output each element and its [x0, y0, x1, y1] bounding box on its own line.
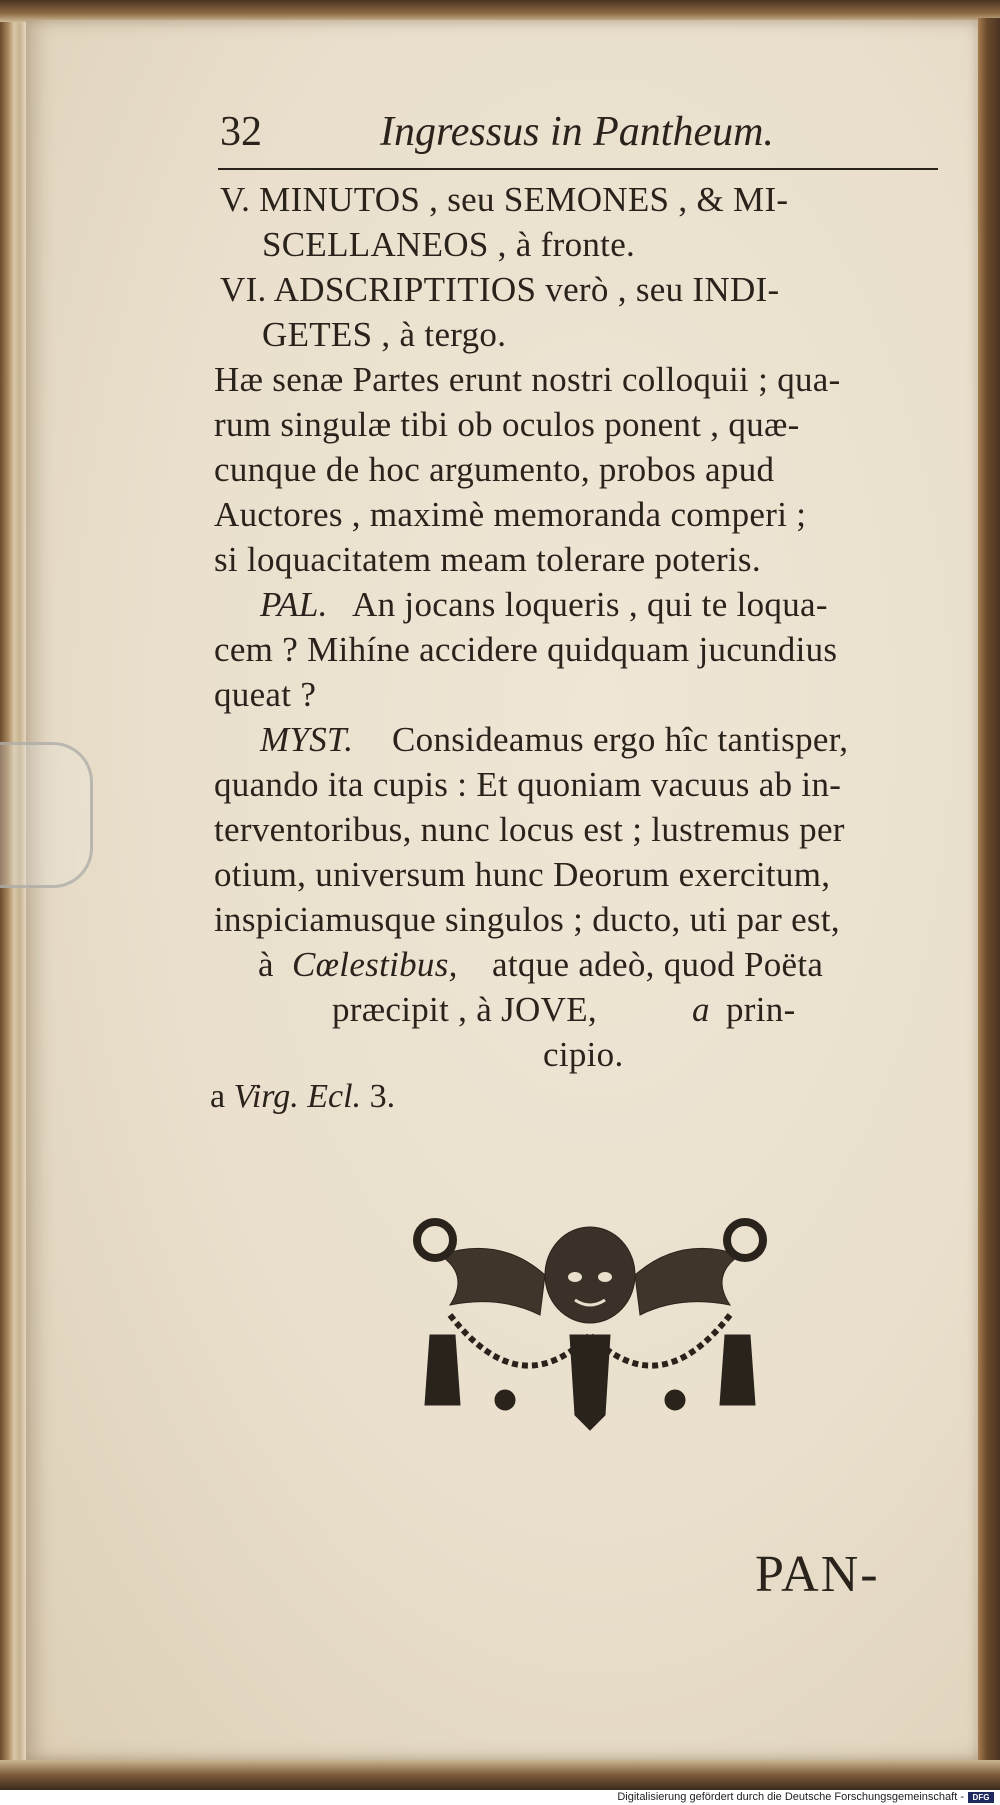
footnote — [210, 1078, 395, 1116]
text-line: quando ita cupis : Et quoniam vacuus ab in- — [214, 765, 842, 804]
top-page-edge — [0, 0, 1000, 22]
text-line: cem ? Mihíne accidere quidquam jucundius — [214, 630, 838, 669]
text-line: inspiciamusque singulos ; ducto, uti par est, — [214, 900, 840, 939]
text-line: si loquacitatem meam tolerare poteris. — [214, 540, 761, 579]
text-line: An jocans loqueris , qui te loqua- — [352, 585, 828, 624]
text-line: Auctores , maximè memoranda comperi ; — [214, 495, 807, 534]
credit-text: Digitalisierung gefördert durch die Deutsche Forschungsgemeinschaft - — [617, 1791, 964, 1803]
text-line: queat ? — [214, 675, 317, 714]
dfg-logo: DFG — [968, 1792, 994, 1803]
text-prefix: à — [258, 945, 274, 984]
footnote-num: 3. — [369, 1078, 396, 1115]
speaker-pal: PAL. — [260, 585, 328, 624]
page-number: 32 — [220, 109, 262, 155]
footnote-ref: Virg. Ecl. — [233, 1078, 362, 1115]
text-line: atque adeò, quod Poëta — [492, 945, 824, 984]
digitization-credit — [0, 1790, 1000, 1805]
page-holder-clip — [0, 742, 93, 888]
text-line: SCELLANEOS , à fronte. — [262, 225, 636, 264]
caelestibus-word: Cœlestibus, — [292, 945, 458, 984]
text-line: V. MINUTOS , seu SEMONES , & MI- — [220, 180, 789, 219]
text-line: otium, universum hunc Deorum exercitum, — [214, 855, 831, 894]
text-line: VI. ADSCRIPTITIOS verò , seu INDI- — [220, 270, 780, 309]
text-line: cunque de hoc argumento, probos apud — [214, 450, 775, 489]
text-line: terventoribus, nunc locus est ; lustremus per — [214, 810, 845, 849]
running-title: Ingressus in Pantheum. — [380, 109, 774, 155]
text-line: præcipit , à JOVE, — [332, 990, 597, 1029]
text-line: Considеamus ergo hîc tantisper, — [392, 720, 849, 759]
text-line: Hæ senæ Partes erunt nostri colloquii ; qua- — [214, 360, 841, 399]
text-line: rum singulæ tibi ob oculos ponent , quæ- — [214, 405, 800, 444]
catchword: PAN- — [755, 1546, 880, 1603]
bottom-page-edge — [0, 1760, 1000, 1790]
cherub-ornament-icon — [410, 1205, 770, 1445]
text-line: GETES , à tergo. — [262, 315, 507, 354]
speaker-myst: MYST. — [260, 720, 354, 759]
right-page-edge — [978, 18, 1000, 1763]
footnote-mark: a — [210, 1078, 226, 1115]
text-line: cipio. — [543, 1035, 624, 1074]
text-line: prin- — [726, 990, 796, 1029]
header-rule — [218, 168, 938, 170]
note-mark: a — [692, 990, 710, 1029]
